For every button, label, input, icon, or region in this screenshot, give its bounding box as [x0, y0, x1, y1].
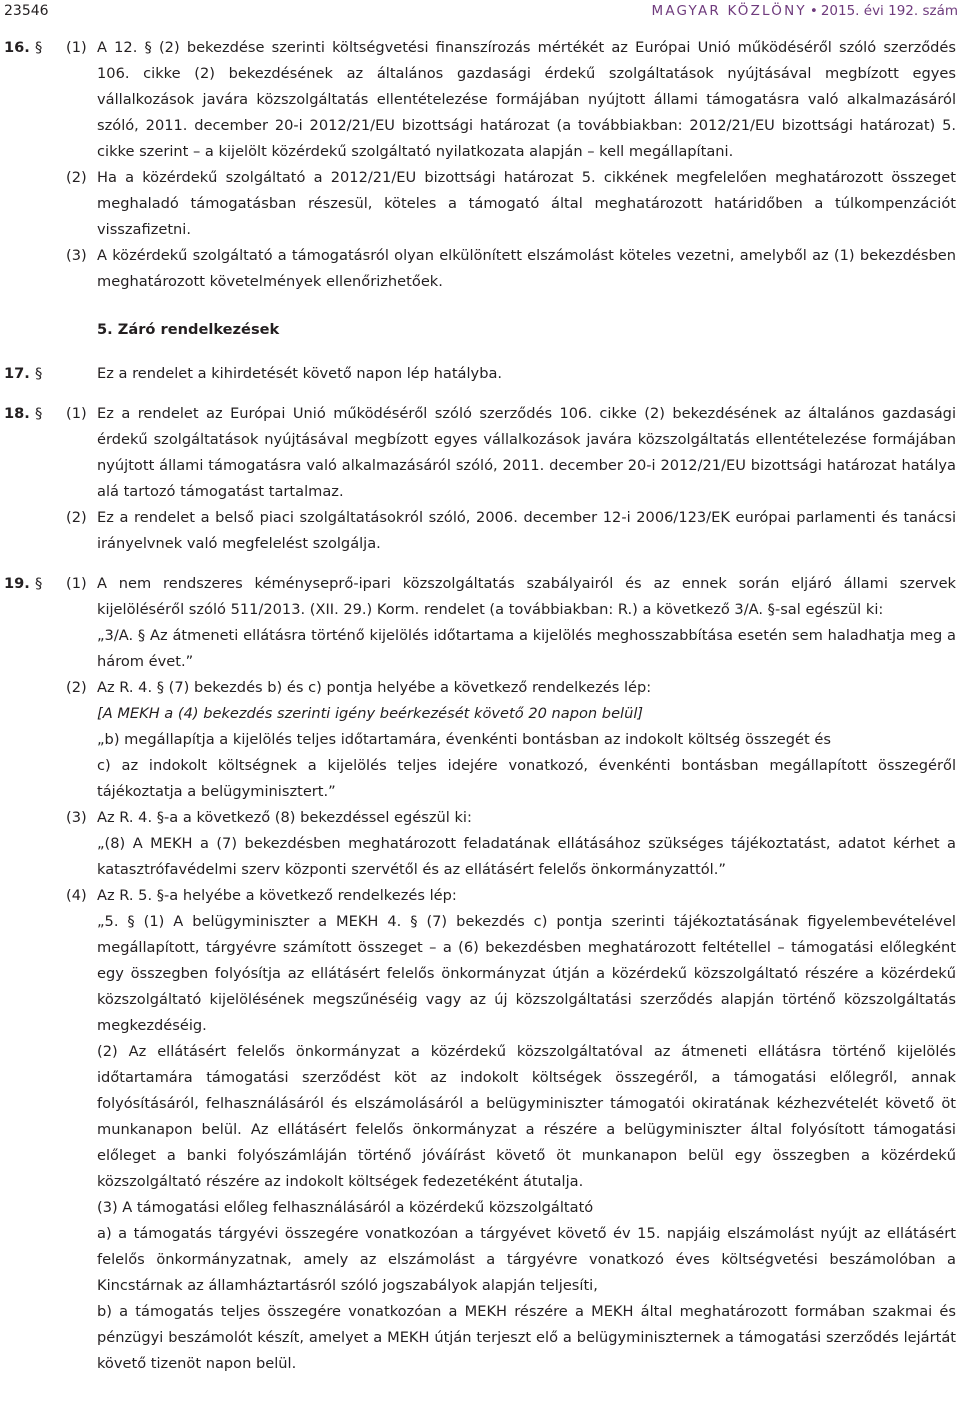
paragraph-number: (3) — [66, 247, 87, 264]
paragraph-text: A 12. § (2) bekezdése szerinti költségvetési finanszírozás mértékét az Európai Unió működéséről szóló szerződés 106. cikke (2) bekezdésének az általános gazdasági érdekű szolgáltatások nyújtásával megbízott egyes vállalkozások javára közszolgáltatás ellentételezése formájában nyújtott állami támogatásra való alkalmazásáról szóló, 2011. december 20-i 2012/21/EU bizottsági határozat (a továbbiakban: 2012/21/EU bizottsági határozat) 5. cikke szerint – a kijelölt közérdekű szolgáltató nyilatkozata alapján – kell megállapítani. — [97, 39, 956, 160]
paragraph — [66, 805, 956, 831]
paragraph-number: (1) — [66, 405, 87, 422]
article-17 — [0, 361, 960, 387]
journal-title — [652, 0, 958, 22]
paragraph — [66, 401, 956, 505]
article-16 — [0, 35, 960, 295]
paragraph-text: A nem rendszeres kéményseprő-ipari közszolgáltatás szabályairól és az ennek során eljáró állami szervek kijelöléséről szóló 511/2013. (XII. 29.) Korm. rendelet (a továbbiakban: R.) a következő 3/A. §-sal egészül ki: — [97, 575, 956, 618]
paragraph-text: Az R. 4. § (7) bekezdés b) és c) pontja helyébe a következő rendelkezés lép: — [97, 679, 652, 696]
quoted-provision: „5. § (1) A belügyminiszter a MEKH 4. § (7) bekezdés c) pontja szerinti tájékoztatásának figyelembevételével megállapított, tárgyévre számított összeget – a (6) bekezdésben meghatározott feltétellel – támogatási előlegként egy összegben folyósítja az ellátásért felelős önkormányzat útján a közérdekű közszolgáltató részére a közérdekű közszolgáltató kijelölésének megszűnéséig vagy az új közszolgáltatási szerződés alapján történő közszolgáltatás megkezdéséig. — [97, 913, 956, 1034]
quoted-provision: a) a támogatás tárgyévi összegére vonatkozóan a tárgyévet követő év 15. napjáig elszámolást nyújt az ellátásért felelős önkormányzatnak, amely az elszámolást a tárgyévre vonatkozó éves költségvetési beszámolóban a Kincstárnak az államháztartásról szóló jogszabályok alapján teljesíti, — [97, 1225, 956, 1294]
paragraph-text: A közérdekű szolgáltató a támogatásról olyan elkülönített elszámolást köteles vezetni, amelyből az (1) bekezdésben meghatározott követelmények ellenőrizhetőek. — [97, 247, 956, 290]
paragraph-text: Ez a rendelet a belső piaci szolgáltatásokról szóló, 2006. december 12-i 2006/123/EK európai parlamenti és tanácsi irányelvnek való megfelelést szolgálja. — [97, 509, 956, 552]
quoted-provision: „b) megállapítja a kijelölés teljes időtartamára, évenkénti bontásban az indokolt költség összegét és — [97, 731, 831, 748]
paragraph-number: (1) — [66, 575, 87, 592]
paragraph-number: (1) — [66, 39, 87, 56]
quoted-provision: (2) Az ellátásért felelős önkormányzat a közérdekű közszolgáltatóval az átmeneti ellátásra történő kijelölés időtartamára támogatási szerződést köt az indokolt költségek összegéről, a támogatási előlegről, annak folyósításáról, felhasználásáról és elszámolásáról a belügyminiszter támogatói okiratának kézhezvételét követő öt munkanapon belül. Az ellátásért felelős önkormányzat a részére a belügyminiszter által folyósított támogatási előleget a banki folyószámláján történő jóváírást követő öt munkanapon belül egy összegben a közérdekű közszolgáltató részére az indokolt költségek fedezetéként átutalja. — [97, 1043, 956, 1190]
paragraph-number: (3) — [66, 809, 87, 826]
article-label: 18. § — [4, 405, 43, 422]
paragraph — [66, 165, 956, 243]
quoted-provision: c) az indokolt költségnek a kijelölés teljes idejére vonatkozó, évenkénti bontásban megállapított összegéről tájékoztatja a belügyminisztert.” — [97, 757, 956, 800]
article-label: 19. § — [4, 575, 43, 592]
section-heading: 5. Záró rendelkezések — [97, 321, 280, 338]
article-label: 16. § — [4, 39, 43, 56]
article-18 — [0, 401, 960, 557]
paragraph-text: Az R. 4. §-a a következő (8) bekezdéssel egészül ki: — [97, 809, 472, 826]
paragraph-text: Ez a rendelet a kihirdetését követő napon lép hatályba. — [97, 365, 503, 382]
paragraph — [66, 571, 956, 623]
italic-context: [A MEKH a (4) bekezdés szerinti igény beérkezését követő 20 napon belül] — [97, 705, 644, 722]
paragraph-number: (4) — [66, 887, 87, 904]
quoted-provision: b) a támogatás teljes összegére vonatkozóan a MEKH részére a MEKH által meghatározott formában szakmai és pénzügyi beszámolót készít, amelyet a MEKH útján terjeszt elő a belügyminiszternek a támogatási szerződés lejártát követő tizenöt napon belül. — [97, 1303, 956, 1372]
paragraph-number: (2) — [66, 169, 87, 186]
article-19 — [0, 571, 960, 1377]
article-label: 17. § — [4, 365, 43, 382]
paragraph-text: Az R. 5. §-a helyébe a következő rendelkezés lép: — [97, 887, 457, 904]
paragraph-number: (2) — [66, 679, 87, 696]
paragraph-text: Ha a közérdekű szolgáltató a 2012/21/EU bizottsági határozat 5. cikkének megfelelően meghatározott összeget meghaladó támogatásban részesül, köteles a támogató által meghatározott határidőben a túlkompenzációt visszafizetni. — [97, 169, 956, 238]
document-body — [0, 35, 960, 1377]
quoted-provision: „3/A. § Az átmeneti ellátásra történő kijelölés időtartama a kijelölés meghosszabbítása esetén sem haladhatja meg a három évet.” — [97, 627, 956, 670]
quoted-provision: (3) A támogatási előleg felhasználásáról a közérdekű közszolgáltató — [97, 1199, 594, 1216]
bullet-separator: • — [809, 3, 818, 19]
paragraph — [66, 35, 956, 165]
issue-label: 2015. évi 192. szám — [820, 3, 958, 19]
page-number: 23546 — [4, 3, 49, 19]
paragraph — [66, 883, 956, 909]
paragraph-number: (2) — [66, 509, 87, 526]
paragraph — [66, 505, 956, 557]
paragraph — [66, 675, 956, 701]
quoted-provision: „(8) A MEKH a (7) bekezdésben meghatározott feladatának ellátásához szükséges tájékoztatást, adatot kérhet a katasztrófavédelmi szerv központi szervétől és az ellátásért felelős önkormányzattól.” — [97, 835, 956, 878]
page-header — [0, 0, 960, 22]
paragraph-text: Ez a rendelet az Európai Unió működéséről szóló szerződés 106. cikke (2) bekezdésének az általános gazdasági érdekű szolgáltatások nyújtásával megbízott egyes vállalkozások javára közszolgáltatás ellentételezése formájában nyújtott állami támogatásra való alkalmazásáról szóló, 2011. december 20-i 2012/21/EU bizottsági határozat hatálya alá tartozó támogatást tartalmaz. — [97, 405, 956, 500]
paragraph — [66, 243, 956, 295]
journal-name: MAGYAR KÖZLÖNY — [651, 3, 807, 19]
